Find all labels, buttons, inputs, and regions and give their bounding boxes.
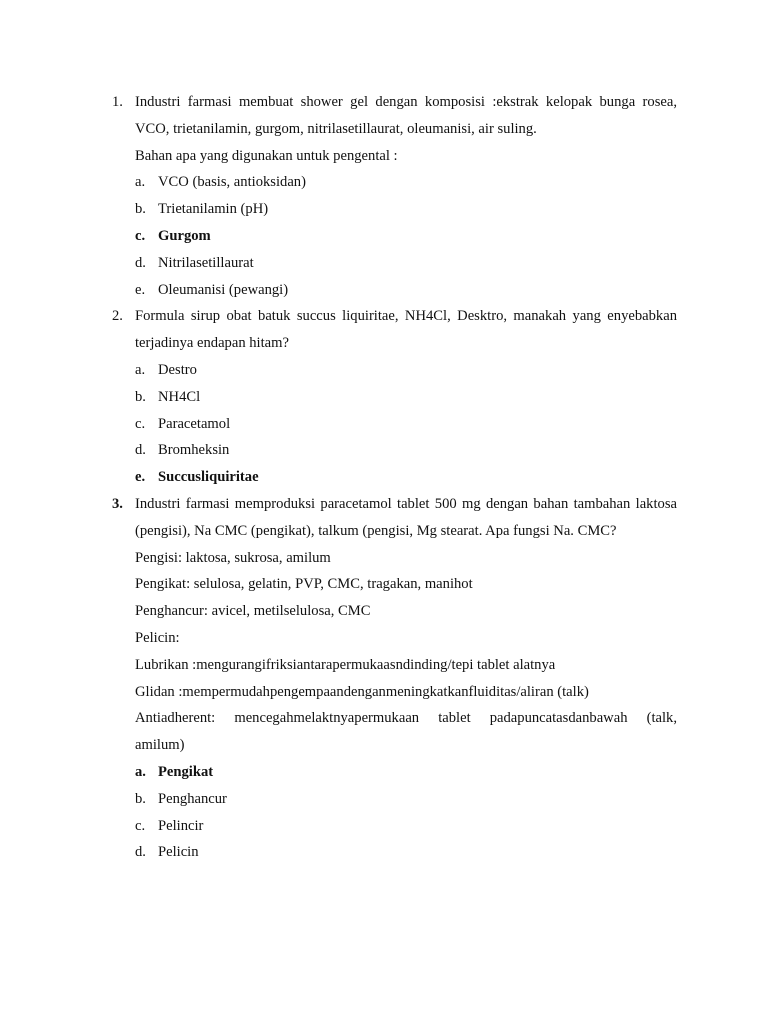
- question-text-line: Industri farmasi memproduksi paracetamol tablet 500 mg dengan bahan tambahan laktosa: [135, 495, 677, 512]
- option-letter: a.: [135, 174, 146, 191]
- option-letter: c.: [135, 415, 146, 432]
- answer-option: [135, 786, 677, 813]
- answer-option: [135, 250, 677, 277]
- answer-option-correct: [135, 223, 677, 250]
- option-text: Trietanilamin (pH): [158, 201, 269, 218]
- option-letter: d.: [135, 442, 146, 459]
- question-text-line: Formula sirup obat batuk succus liquiritae, NH4Cl, Desktro, manakah yang enyebabkan: [135, 308, 677, 325]
- answer-option: [135, 196, 677, 223]
- answer-option: [135, 411, 677, 438]
- option-text: VCO (basis, antioksidan): [158, 174, 306, 191]
- option-letter: d.: [135, 254, 146, 271]
- question-text-line: terjadinya endapan hitam?: [135, 335, 289, 352]
- option-letter: a.: [135, 361, 146, 378]
- question-3: [112, 491, 677, 866]
- option-letter: b.: [135, 388, 146, 405]
- option-letter: b.: [135, 790, 146, 807]
- answer-option: [135, 277, 677, 304]
- option-text: Gurgom: [158, 227, 211, 244]
- note-line: Pelicin:: [135, 629, 180, 646]
- answer-option: [135, 437, 677, 464]
- option-text: Succusliquiritae: [158, 469, 259, 486]
- answer-option: [135, 839, 677, 866]
- option-text: Pelicin: [158, 844, 199, 861]
- question-number: 3.: [112, 495, 123, 512]
- option-letter: b.: [135, 201, 146, 218]
- question-number: 1.: [112, 94, 123, 110]
- option-letter: d.: [135, 844, 146, 861]
- option-text: Penghancur: [158, 790, 227, 807]
- answer-option: [135, 813, 677, 840]
- question-2: [112, 303, 677, 491]
- note-line: Lubrikan :mengurangifriksiantarapermukaasndinding/tepi tablet alatnya: [135, 656, 556, 673]
- option-text: Pengikat: [158, 763, 214, 780]
- option-letter: e.: [135, 281, 146, 298]
- question-text-line: Industri farmasi membuat shower gel dengan komposisi :ekstrak kelopak bunga rosea,: [135, 94, 677, 110]
- option-text: Bromheksin: [158, 442, 230, 459]
- option-text: NH4Cl: [158, 388, 201, 405]
- question-text-line: (pengisi), Na CMC (pengikat), talkum (pengisi, Mg stearat. Apa fungsi Na. CMC?: [135, 522, 617, 539]
- question-1: [112, 89, 677, 303]
- question-prompt: Bahan apa yang digunakan untuk pengental :: [135, 147, 398, 164]
- option-text: Oleumanisi (pewangi): [158, 281, 289, 298]
- option-text: Pelincir: [158, 817, 204, 834]
- note-line: Antiadherent: mencegahmelaktnyapermukaan tablet padapuncatasdanbawah (talk,: [135, 710, 677, 727]
- option-letter: e.: [135, 469, 146, 486]
- option-text: Destro: [158, 361, 197, 378]
- option-letter: c.: [135, 227, 146, 244]
- note-line: Pengisi: laktosa, sukrosa, amilum: [135, 549, 331, 566]
- note-line: Pengikat: selulosa, gelatin, PVP, CMC, tragakan, manihot: [135, 576, 473, 593]
- question-text-line: VCO, trietanilamin, gurgom, nitrilasetillaurat, oleumanisi, air suling.: [135, 120, 537, 137]
- option-letter: a.: [135, 763, 146, 780]
- question-number: 2.: [112, 308, 123, 325]
- answer-option: [135, 384, 677, 411]
- answer-option: [135, 169, 677, 196]
- note-line: Penghancur: avicel, metilselulosa, CMC: [135, 603, 371, 620]
- answer-option-correct: [135, 464, 677, 491]
- option-text: Paracetamol: [158, 415, 231, 432]
- note-line: amilum): [135, 737, 185, 754]
- answer-option: [135, 357, 677, 384]
- note-line: Glidan :mempermudahpengempaandenganmeningkatkanfluiditas/aliran (talk): [135, 683, 589, 700]
- option-text: Nitrilasetillaurat: [158, 254, 254, 271]
- option-letter: c.: [135, 817, 146, 834]
- answer-option-correct: [135, 759, 677, 786]
